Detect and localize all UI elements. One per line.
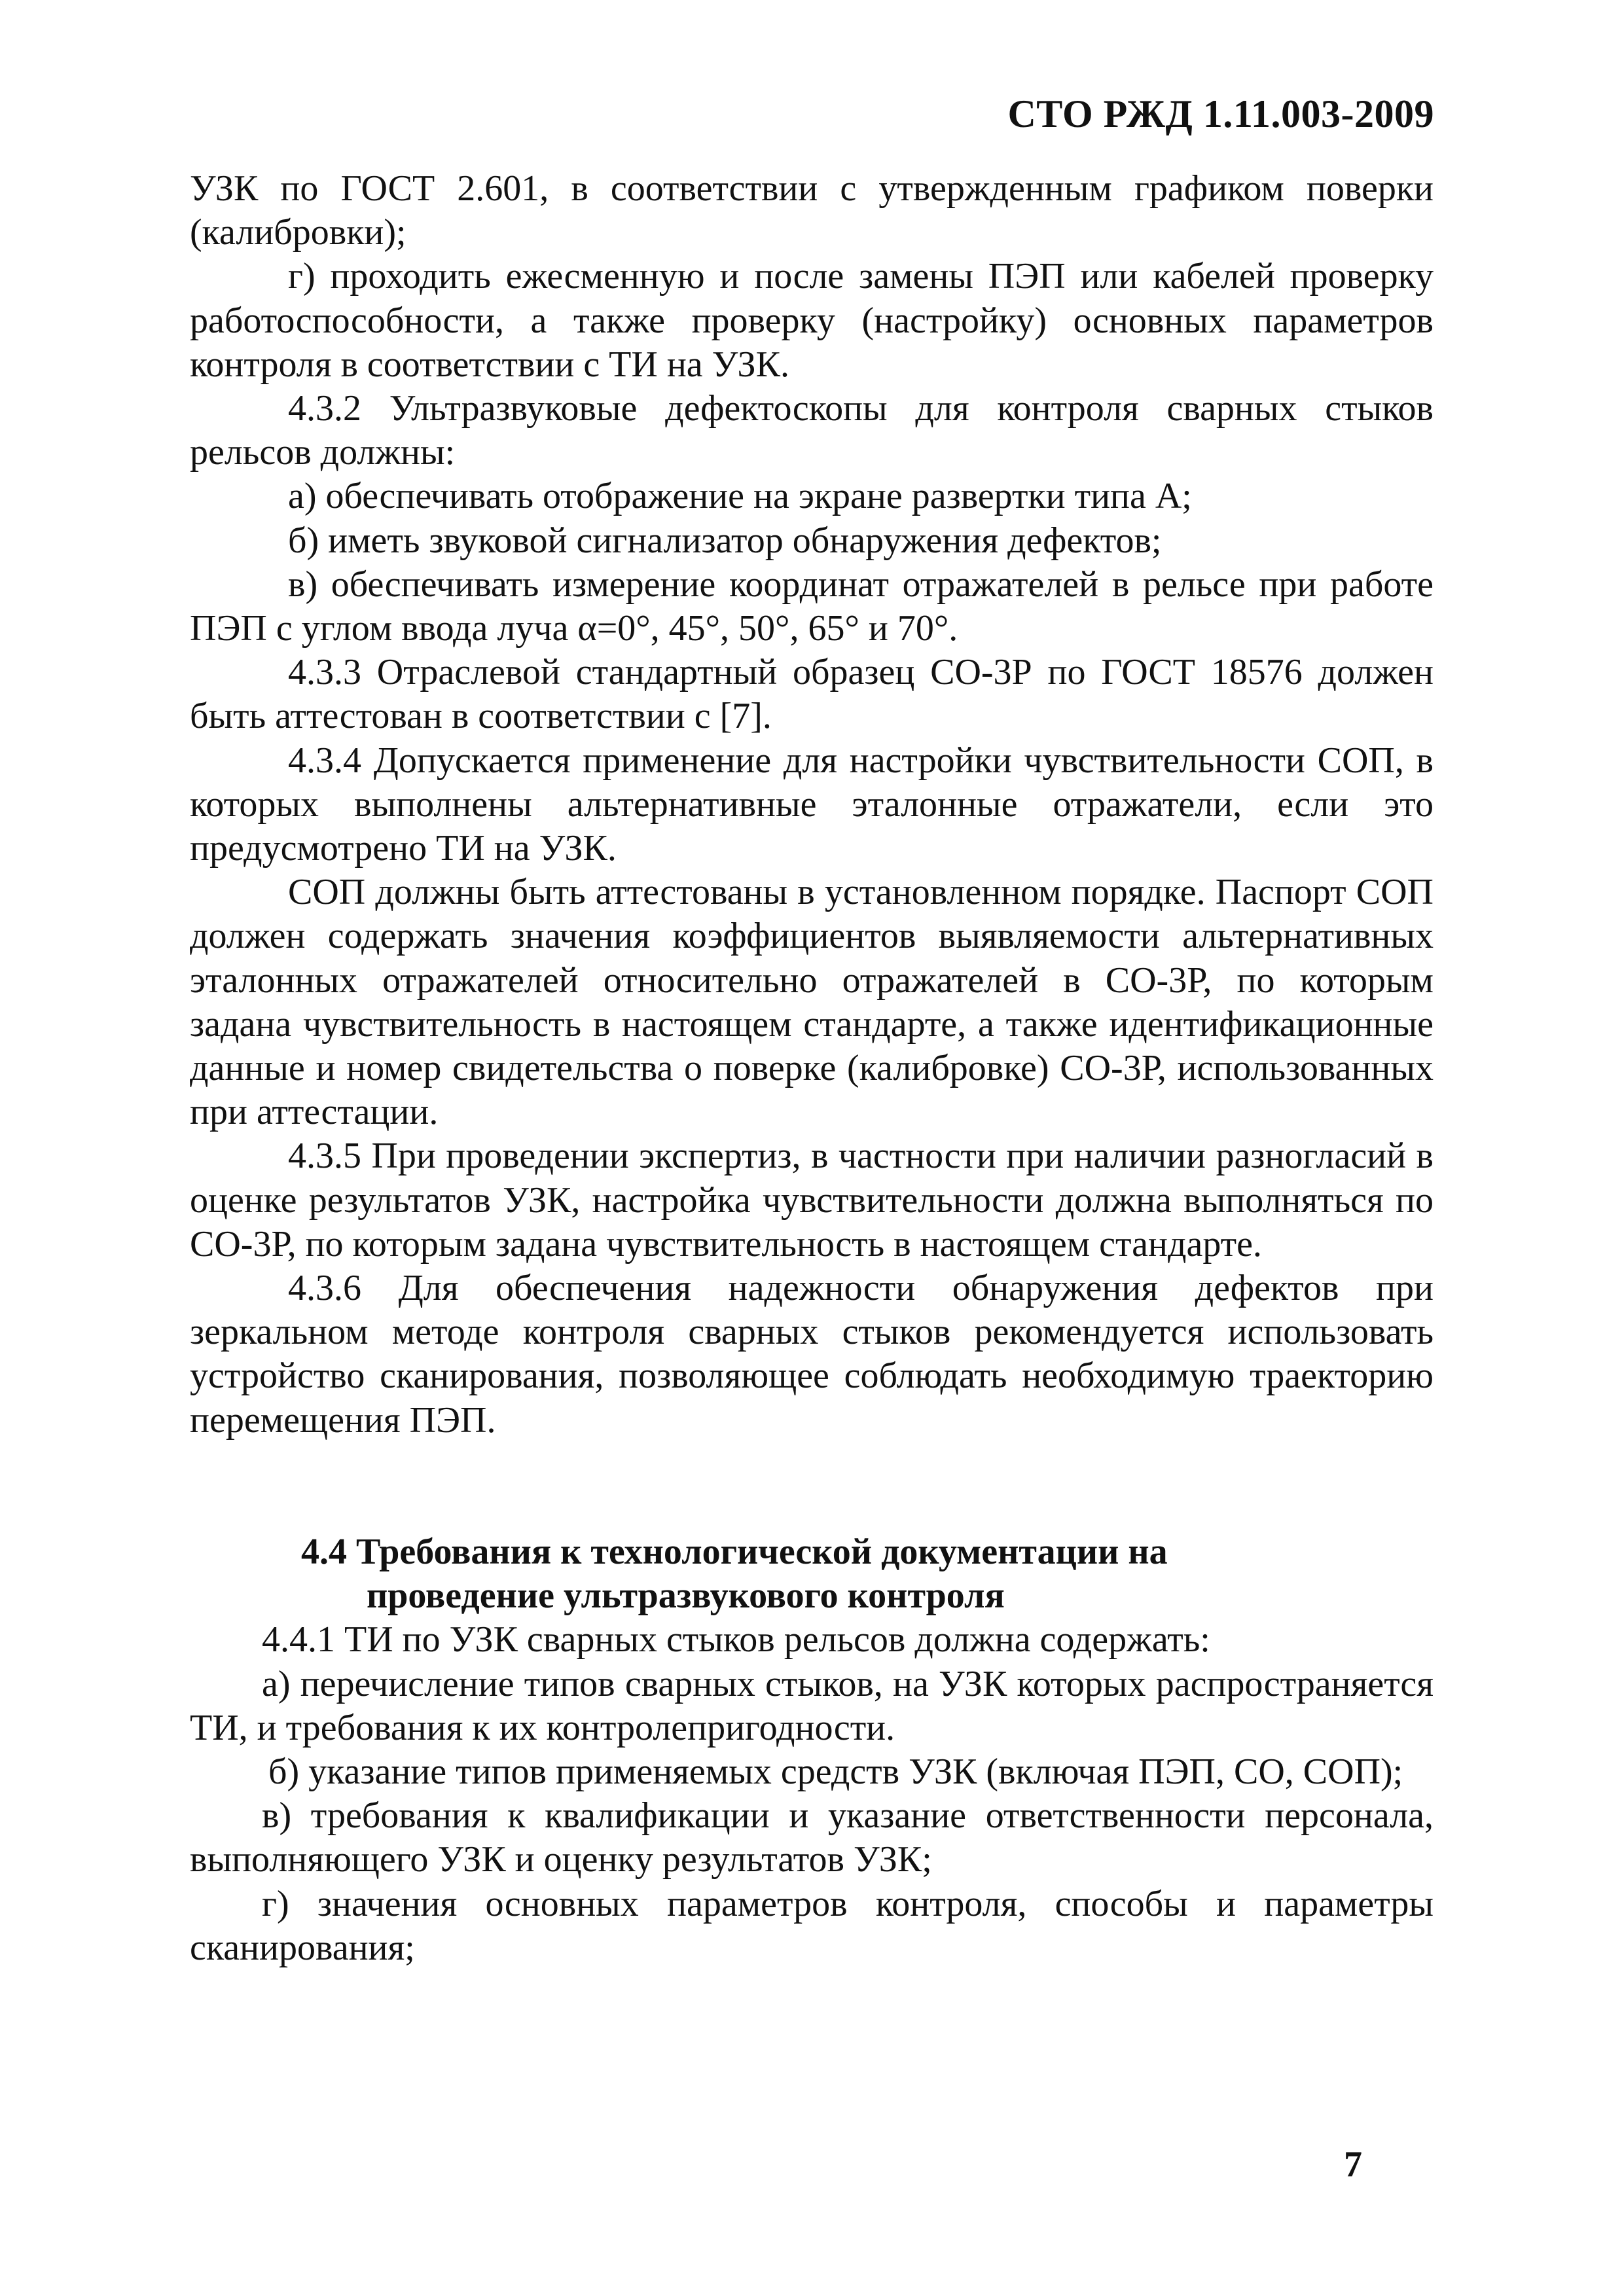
- paragraph-4-3-5: 4.3.5 При проведении экспертиз, в частности при наличии разногласий в оценке результатов УЗК, настройка чувствительности должна выполняться по СО-3Р, по которым задана чувствительность в настоящем стандарте.: [190, 1136, 1434, 1265]
- section-heading-line-2: проведение ультразвукового контроля: [367, 1575, 1005, 1617]
- paragraph-4-3-3: 4.3.3 Отраслевой стандартный образец СО-3Р по ГОСТ 18576 должен быть аттестован в соответствии с [7].: [190, 652, 1434, 737]
- section-heading-line-1: 4.4 Требования к технологической документации на: [301, 1531, 1168, 1572]
- paragraph-item-a: а) обеспечивать отображение на экране развертки типа А;: [288, 476, 1192, 517]
- paragraph-item-b: б) иметь звуковой сигнализатор обнаружения дефектов;: [288, 520, 1162, 561]
- paragraph-4-4-1-v: в) требования к квалификации и указание ответственности персонала, выполняющего УЗК и оценку результатов УЗК;: [190, 1795, 1434, 1880]
- paragraph-4-3-2: 4.3.2 Ультразвуковые дефектоскопы для контроля сварных стыков рельсов должны:: [190, 388, 1434, 473]
- paragraph-4-4-1-b: б) указание типов применяемых средств УЗК (включая ПЭП, СО, СОП);: [268, 1751, 1403, 1792]
- document-body: [190, 167, 1434, 1970]
- section-heading-4-4: [190, 1530, 1434, 1618]
- paragraph-item-v: в) обеспечивать измерение координат отражателей в рельсе при работе ПЭП с углом ввода луча α=0°, 45°, 50°, 65° и 70°.: [190, 564, 1434, 649]
- document-code-header: СТО РЖД 1.11.003-2009: [1007, 92, 1434, 135]
- paragraph-continuation: УЗК по ГОСТ 2.601, в соответствии с утвержденным графиком поверки (калибровки);: [190, 168, 1434, 253]
- paragraph-4-3-4: 4.3.4 Допускается применение для настройки чувствительности СОП, в которых выполнены альтернативные эталонные отражатели, если это предусмотрено ТИ на УЗК.: [190, 740, 1434, 869]
- paragraph-sop-passport: СОП должны быть аттестованы в установленном порядке. Паспорт СОП должен содержать значения коэффициентов выявляемости альтернативных эталонных отражателей относительно отражателей в СО-3Р, по которым задана чувствительность в настоящем стандарте, а также идентификационные данные и номер свидетельства о поверке (калибровке) СО-3Р, использованных при аттестации.: [190, 872, 1434, 1133]
- page-number: 7: [1344, 2144, 1362, 2185]
- paragraph-4-3-6: 4.3.6 Для обеспечения надежности обнаружения дефектов при зеркальном методе контроля сварных стыков рекомендуется использовать устройство сканирования, позволяющее соблюдать необходимую траекторию перемещения ПЭП.: [190, 1268, 1434, 1441]
- paragraph-4-4-1-a: а) перечисление типов сварных стыков, на УЗК которых распространяется ТИ, и требования к их контролепригодности.: [190, 1663, 1434, 1748]
- paragraph-item-g: г) проходить ежесменную и после замены ПЭП или кабелей проверку работоспособности, а также проверку (настройку) основных параметров контроля в соответствии с ТИ на УЗК.: [190, 256, 1434, 385]
- paragraph-4-4-1: 4.4.1 ТИ по УЗК сварных стыков рельсов должна содержать:: [262, 1619, 1210, 1660]
- section-spacer: [190, 1443, 1434, 1530]
- paragraph-4-4-1-g: г) значения основных параметров контроля, способы и параметры сканирования;: [190, 1883, 1434, 1968]
